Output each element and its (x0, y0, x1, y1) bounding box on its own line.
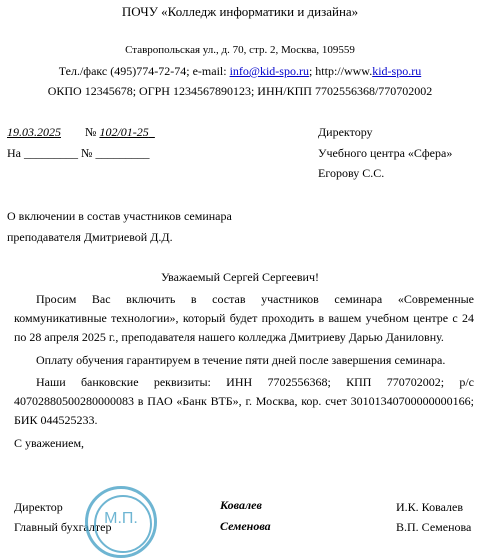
signer-1-role: Директор (14, 500, 63, 514)
paragraph-2: Оплату обучения гарантируем в течение пяти дней после завершения семинара. (36, 353, 446, 367)
signer-1-name: И.К. Ковалев (396, 500, 463, 514)
org-codes: ОКПО 12345678; ОГРН 1234567890123; ИНН/КПП 7702556368/770702002 (47, 84, 433, 98)
reply-to-row (7, 146, 149, 161)
greeting: Уважаемый Сергей Сергеевич! (161, 270, 319, 284)
signer-2-role: Главный бухгалтер (14, 520, 112, 534)
reply-to-blank: _________ (24, 146, 78, 160)
stamp-label: М.П. (104, 510, 138, 527)
paragraph-3: Наши банковские реквизиты: ИНН 7702556368; КПП 770702002; р/с 40702880500280000083 в ПАО «Банк ВТБ», г. Москва, кор. счет 30101340700000000166; БИК 044525233. (14, 375, 474, 427)
org-name: ПОЧУ «Колледж информатики и дизайна» (121, 4, 359, 19)
signature-2: Семенова (220, 519, 271, 533)
subject-line-1: О включении в состав участников семинара (7, 209, 232, 223)
recipient-org: Учебного центра «Сфера» (318, 146, 453, 160)
recipient-name: Егорову С.С. (318, 166, 385, 180)
contacts-text-2: ; http://www. (308, 64, 373, 78)
site-link[interactable]: kid-spo.ru (372, 64, 422, 78)
closing: С уважением, (14, 436, 85, 450)
reply-number-label: № (81, 146, 93, 160)
signature-1: Ковалев (220, 498, 262, 512)
recipient-title: Директору (318, 125, 373, 139)
number-label: № (85, 125, 97, 139)
letter-date-row: 19.03.2025 № 102/01-25_ (7, 125, 155, 139)
signer-2-name: В.П. Семенова (396, 520, 472, 534)
letter-number: 102/01-25 (99, 125, 149, 139)
contacts-text: Тел./факс (495)774-72-74; e-mail: (58, 64, 230, 78)
reply-to-label: На (7, 146, 21, 160)
letter-date: 19.03.2025 (7, 125, 61, 139)
org-contacts (0, 64, 480, 79)
subject-line-2: преподавателя Дмитриевой Д.Д. (7, 230, 173, 244)
paragraph-1: Просим Вас включить в состав участников семинара «Современные коммуникативные технологии», который будет проходить в вашем учебном центре с 24 по 28 апреля 2025 г., преподавателя нашего колледжа Дмитриеву Дарью Даниловну. (14, 292, 474, 344)
stamp-icon (85, 486, 157, 558)
org-address: Ставропольская ул., д. 70, стр. 2, Москва, 109559 (125, 44, 355, 56)
reply-number-blank: _________ (95, 146, 150, 160)
email-link[interactable]: info@kid-spo.ru (229, 64, 309, 78)
